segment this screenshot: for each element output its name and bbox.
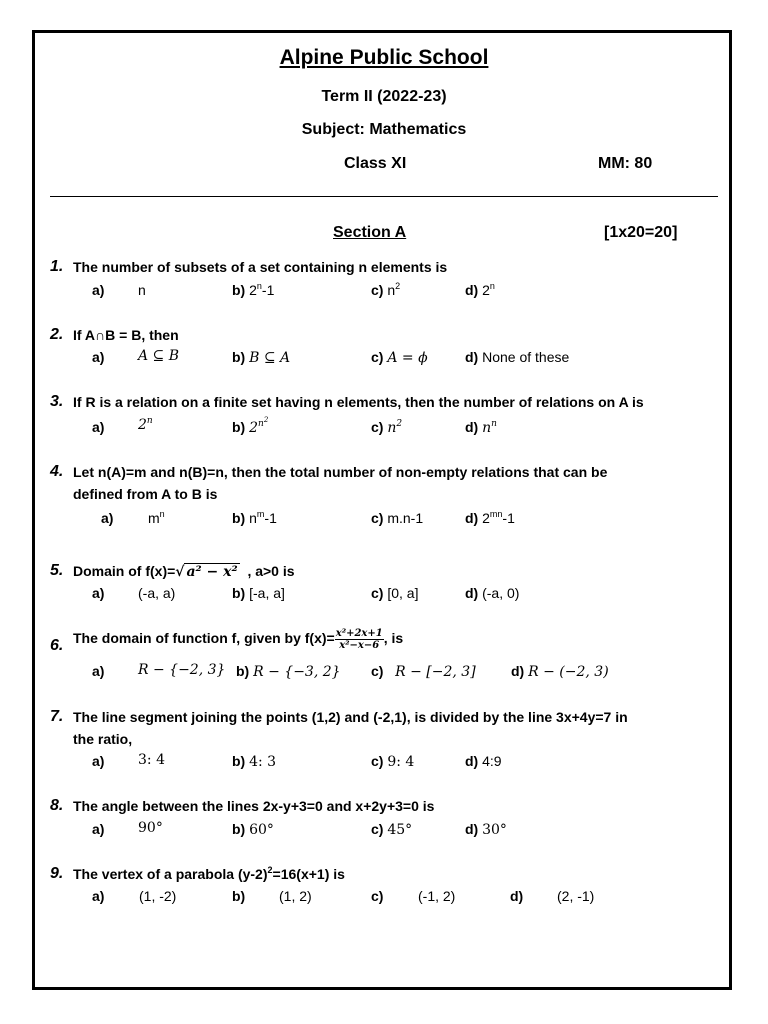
question-number: 1. — [50, 258, 64, 275]
option-a: a) — [92, 585, 105, 601]
section-marks: [1x20=20] — [604, 224, 678, 241]
option-c: c) A = ϕ — [371, 349, 428, 366]
header-divider — [50, 196, 718, 197]
subject: Subject: Mathematics — [301, 121, 467, 138]
question-number: 5. — [50, 562, 64, 579]
option-d: d) 4:9 — [465, 753, 502, 769]
option-c: c) $n^2$ — [371, 281, 401, 298]
option-c: c) 9: 4 — [371, 753, 415, 770]
fraction-expression: $\frac{\text{x²+2x+1}}{\text{x²−x−6}}$ — [335, 628, 383, 651]
option-a-text: 3: 4 — [138, 752, 165, 768]
option-c-text: (-1, 2) — [418, 888, 456, 904]
option-a: a) — [92, 663, 105, 679]
option-b: b) 60° — [232, 821, 274, 838]
option-d: d) (-a, 0) — [465, 585, 520, 601]
question-text: The vertex of a parabola $(y-2)^2=16(x+1)$ is — [73, 865, 345, 882]
option-a: a) — [92, 282, 105, 298]
option-c: c) [0, a] — [371, 585, 419, 601]
question-text: The number of subsets of a set containing n elements is — [73, 259, 448, 275]
option-c: c) 45° — [371, 821, 413, 838]
option-b: b) — [232, 888, 246, 904]
question-number: 3. — [50, 393, 64, 410]
question-text: The angle between the lines 2x-y+3=0 and x+2y+3=0 is — [73, 798, 435, 814]
option-d: d) None of these — [465, 349, 570, 365]
option-a: a) — [92, 821, 105, 837]
option-c: c) m.n-1 — [371, 510, 424, 526]
option-b: b) $n^m-1$ — [232, 509, 277, 526]
question-text: If R is a relation on a finite set having n elements, then the number of relations on A is — [73, 394, 644, 410]
option-d-text: (2, -1) — [557, 888, 595, 904]
question-number: 8. — [50, 797, 64, 814]
question-text: The line segment joining the points (1,2) and (-2,1), is divided by the line 3x+4y=7 in — [73, 709, 628, 725]
option-d: d) 2$^n$ — [465, 281, 495, 298]
option-c: c) R − [−2, 3] — [371, 663, 476, 680]
option-a-text: n — [138, 282, 146, 298]
question-text: Domain of f(x)=√ a² − x² , a>0 is — [73, 563, 295, 580]
question-text: If A∩B = B, then — [73, 327, 179, 343]
option-c: c) — [371, 888, 384, 904]
option-d: d) $2^{mn}-1$ — [465, 509, 515, 526]
option-b-text: (1, 2) — [279, 888, 312, 904]
class-label: Class XI — [344, 155, 407, 172]
option-b: b) 4: 3 — [232, 753, 277, 770]
option-a-text: R − {−2, 3} — [138, 662, 226, 678]
option-a: a) — [92, 419, 105, 435]
question-number: 6. — [50, 637, 64, 654]
option-b: b) R − {−3, 2} — [236, 663, 341, 680]
option-b: b) $2^{n^2}$ — [232, 416, 269, 436]
option-a-text: 90° — [138, 820, 163, 836]
option-b: b) [-a, a] — [232, 585, 285, 601]
option-a-text: (1, -2) — [139, 888, 177, 904]
question-text-line2: defined from A to B is — [73, 486, 218, 502]
option-d: d) — [510, 888, 524, 904]
option-a: a) — [92, 349, 105, 365]
option-a: a) — [101, 510, 114, 526]
option-d: d) $n^n$ — [465, 419, 497, 436]
option-d: d) R − (−2, 3) — [511, 663, 609, 680]
option-d: d) 30° — [465, 821, 507, 838]
term: Term II (2022-23) — [321, 88, 447, 105]
question-text: The domain of function f, given by f(x)= $\frac{\text{x²+2x+1}}{\text{x²−x−6}}$ , is — [73, 628, 404, 651]
option-b: b) B ⊆ A — [232, 349, 291, 366]
option-a-text: A ⊆ B — [138, 348, 180, 364]
question-text: Let n(A)=m and n(B)=n, then the total number of non-empty relations that can be — [73, 464, 608, 480]
option-a: a) — [92, 888, 105, 904]
option-b: b) 2$^n$-1 — [232, 281, 275, 298]
option-a-text: $m^n$ — [148, 509, 165, 526]
max-marks: MM: 80 — [598, 155, 653, 172]
option-a-text: 2$^n$ — [138, 416, 153, 433]
option-a: a) — [92, 753, 105, 769]
question-number: 9. — [50, 865, 64, 882]
option-c: c) $n^2$ — [371, 419, 403, 436]
question-text-line2: the ratio, — [73, 731, 133, 747]
question-number: 2. — [50, 326, 64, 343]
option-a-text: (-a, a) — [138, 585, 176, 601]
question-number: 7. — [50, 708, 64, 725]
section-title: Section A — [333, 224, 407, 241]
sqrt-expression: √ a² − x² — [175, 564, 238, 580]
school-name: Alpine Public School — [279, 46, 489, 69]
question-number: 4. — [50, 463, 64, 480]
